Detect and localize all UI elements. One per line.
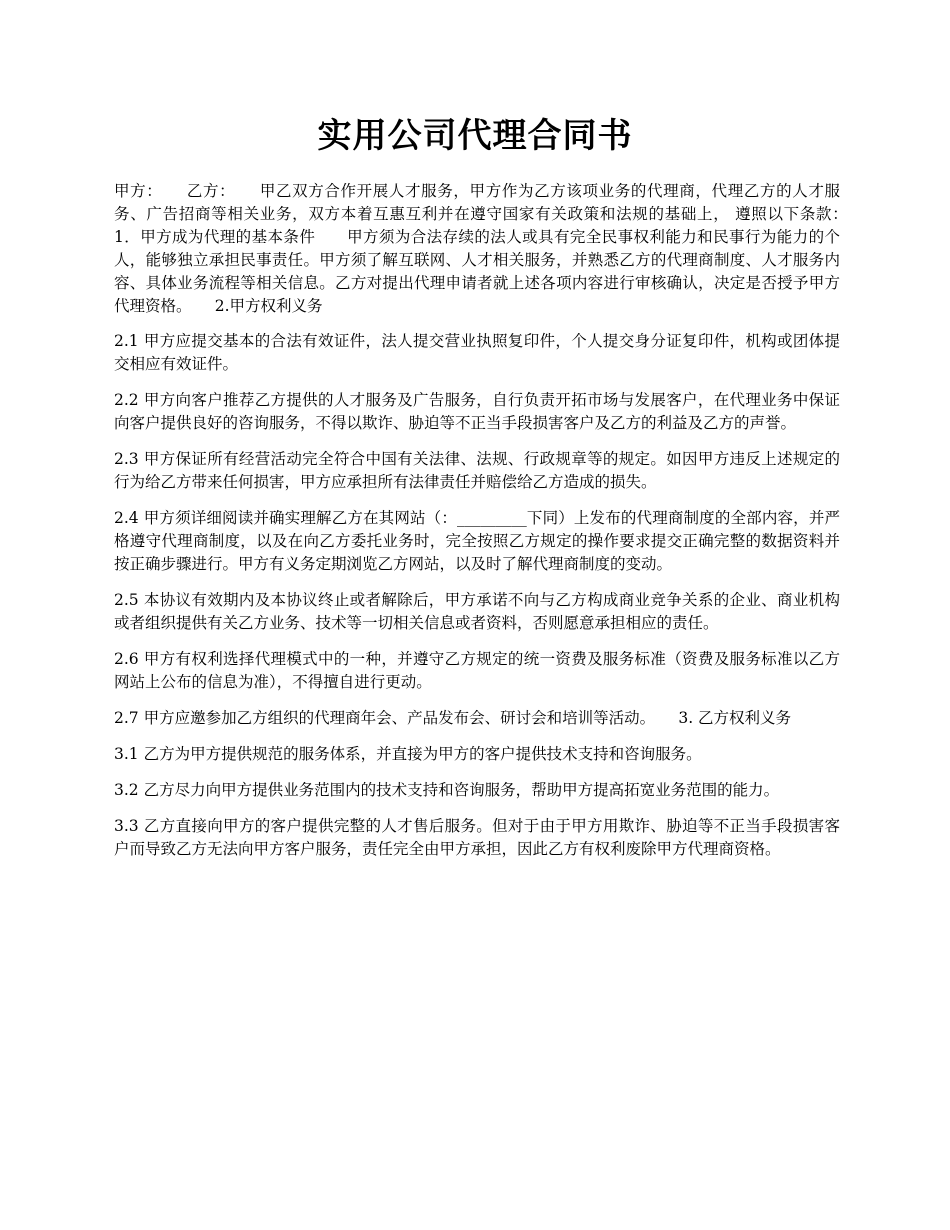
paragraph-clause-3-3: 3.3 乙方直接向甲方的客户提供完整的人才售后服务。但对于由于甲方用欺诈、胁迫等不正当手段损害客户而导致乙方无法向甲方客户服务，责任完全由甲方承担，因此乙方有权利废除甲方代理商资格。 (114, 817, 840, 858)
document-title: 实用公司代理合同书 (317, 116, 633, 156)
paragraph-clause-2-2: 2.2 甲方向客户推荐乙方提供的人才服务及广告服务，自行负责开拓市场与发展客户，在代理业务中保证向客户提供良好的咨询服务，不得以欺诈、胁迫等不正当手段损害客户及乙方的利益及乙方的声誉。 (114, 391, 840, 432)
paragraph-clause-2-4: 2.4 甲方须详细阅读并确实理解乙方在其网站（：_________下同）上发布的代理商制度的全部内容，并严格遵守代理商制度，以及在向乙方委托业务时，完全按照乙方规定的操作要求提交正确完整的数据资料并按正确步骤进行。甲方有义务定期浏览乙方网站，以及时了解代理商制度的变动。 (114, 509, 840, 573)
paragraph-clause-3-1: 3.1 乙方为甲方提供规范的服务体系，并直接为甲方的客户提供技术支持和咨询服务。 (114, 745, 702, 763)
paragraph-clause-2-5: 2.5 本协议有效期内及本协议终止或者解除后，甲方承诺不向与乙方构成商业竞争关系的企业、商业机构或者组织提供有关乙方业务、技术等一切相关信息或者资料，否则愿意承担相应的责任。 (114, 591, 840, 632)
paragraph-clause-3-2: 3.2 乙方尽力向甲方提供业务范围内的技术支持和咨询服务，帮助甲方提高拓宽业务范围的能力。 (114, 781, 780, 799)
paragraph-clause-2-1: 2.1 甲方应提交基本的合法有效证件，法人提交营业执照复印件，个人提交身分证复印件，机构或团体提交相应有效证件。 (114, 332, 840, 373)
paragraph-clause-2-3: 2.3 甲方保证所有经营活动完全符合中国有关法律、法规、行政规章等的规定。如因甲方违反上述规定的行为给乙方带来任何损害，甲方应承担所有法律责任并赔偿给乙方造成的损失。 (114, 450, 840, 491)
paragraph-clause-2-7: 2.7 甲方应邀参加乙方组织的代理商年会、产品发布会、研讨会和培训等活动。 3. 乙方权利义务 (114, 709, 792, 727)
paragraph-clause-2-6: 2.6 甲方有权利选择代理模式中的一种，并遵守乙方规定的统一资费及服务标准（资费及服务标准以乙方网站上公布的信息为准），不得擅自进行更动。 (114, 650, 840, 691)
document-body (114, 180, 872, 874)
paragraph-preamble: 甲方： 乙方： 甲乙双方合作开展人才服务，甲方作为乙方该项业务的代理商，代理乙方的人才服务、广告招商等相关业务，双方本着互惠互利并在遵守国家有关政策和法规的基础上， 遵照以下条款： 1．甲方成为代理的基本条件 甲方须为合法存续的法人或具有完全民事权利能力和民事行为能力的个人，能够独立承担民事责任。甲方须了解互联网、人才相关服务，并熟悉乙方的代理商制度、人才服务内容、具体业务流程等相关信息。乙方对提出代理申请者就上述各项内容进行审核确认，决定是否授予甲方代理资格。 2.甲方权利义务 (114, 182, 872, 315)
